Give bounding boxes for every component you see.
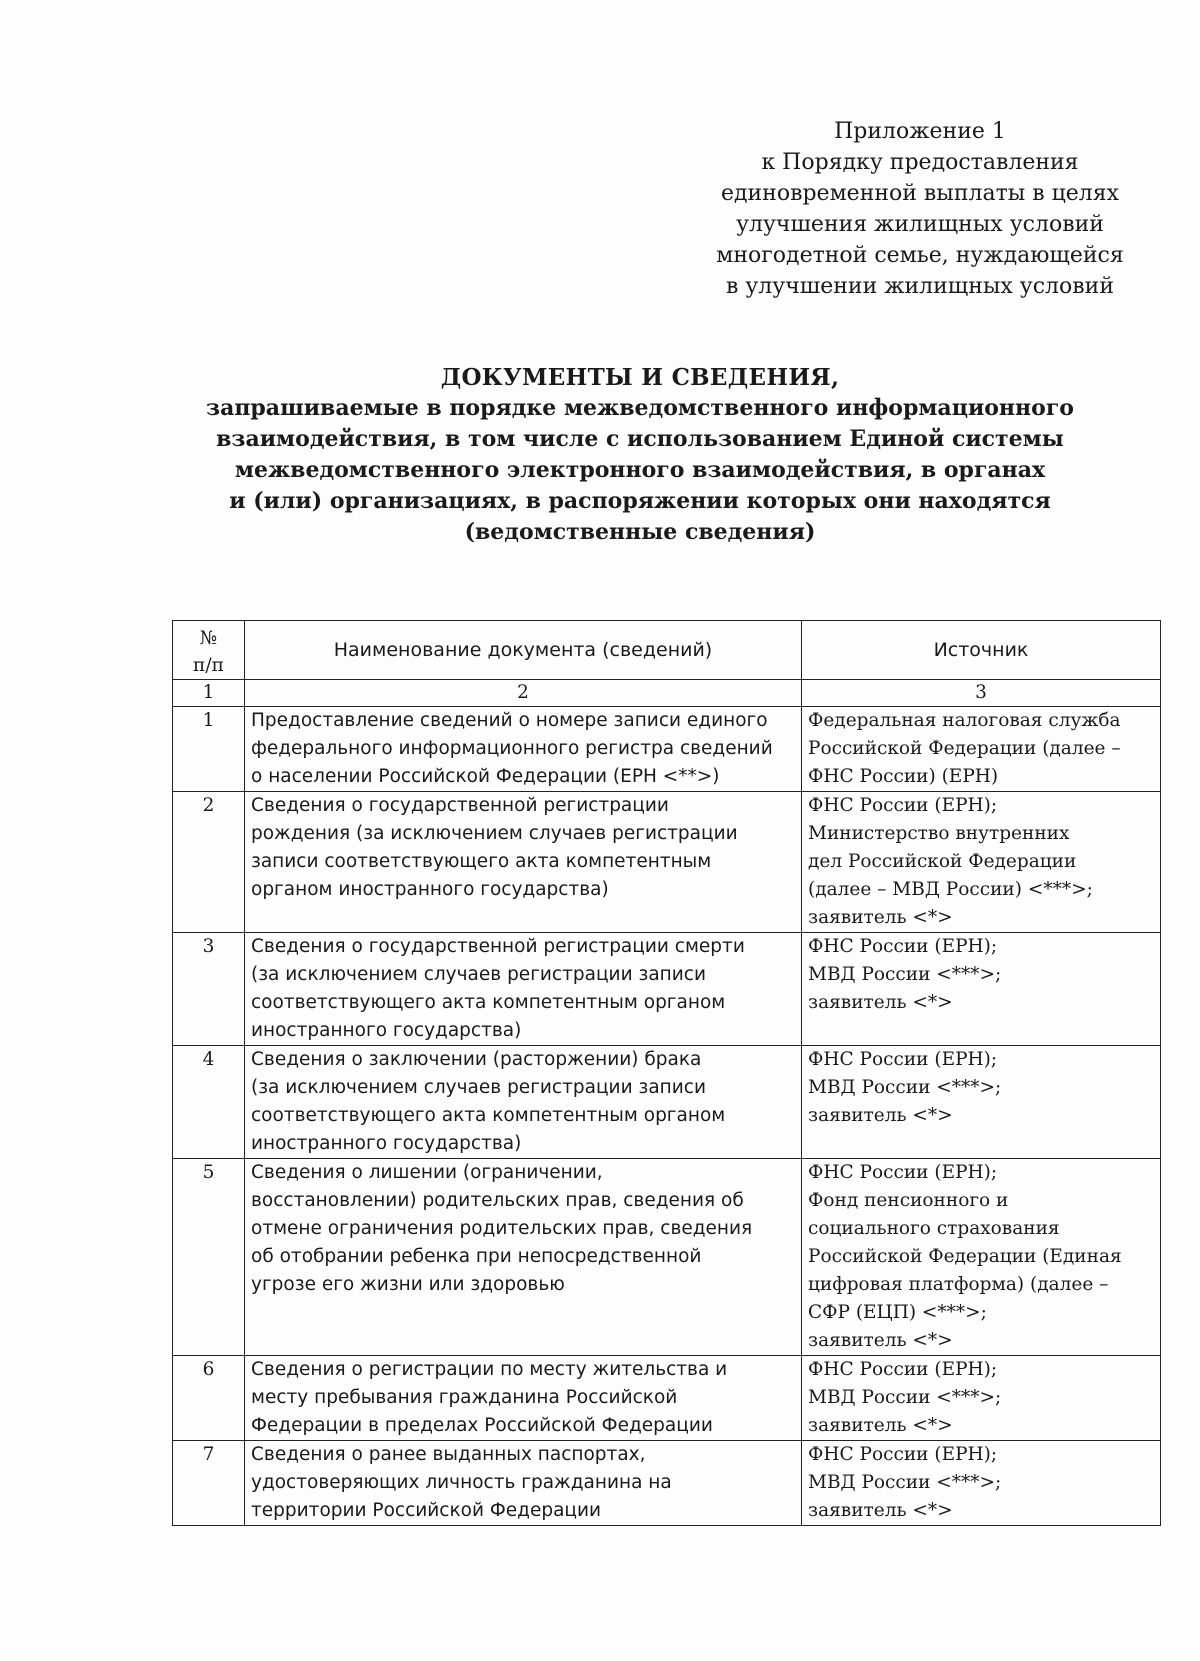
appendix-line: Приложение 1 bbox=[834, 119, 1006, 144]
column-index-cell: 1 bbox=[173, 680, 245, 707]
source-cell bbox=[802, 933, 1161, 1046]
document-name-line: Сведения о заключении (расторжении) брака bbox=[251, 1049, 702, 1070]
document-name-line: Сведения о государственной регистрации смерти bbox=[251, 936, 745, 957]
source-line: ФНС России (ЕРН); bbox=[808, 1162, 998, 1183]
title-subline: межведомственного электронного взаимодействия, в органах bbox=[234, 457, 1046, 483]
row-number: 4 bbox=[173, 1046, 245, 1159]
document-name-line: территории Российской Федерации bbox=[251, 1500, 602, 1521]
source-cell bbox=[802, 1441, 1161, 1526]
source-line: ФНС России (ЕРН); bbox=[808, 1049, 998, 1070]
appendix-line: в улучшении жилищных условий bbox=[725, 274, 1114, 299]
table-row bbox=[173, 1356, 1161, 1441]
source-line: Министерство внутренних bbox=[808, 823, 1070, 844]
document-name-line: Сведения о регистрации по месту жительства и bbox=[251, 1359, 728, 1380]
source-line: Российской Федерации (Единая bbox=[808, 1246, 1122, 1267]
row-number: 1 bbox=[173, 707, 245, 792]
document-name-cell bbox=[245, 792, 802, 933]
row-number: 7 bbox=[173, 1441, 245, 1526]
document-name-line: органом иностранного государства) bbox=[251, 879, 609, 900]
source-line: заявитель <*> bbox=[808, 1330, 953, 1351]
source-line: МВД России <***>; bbox=[808, 1472, 1002, 1493]
source-line: ФНС России (ЕРН); bbox=[808, 1359, 998, 1380]
source-line: заявитель <*> bbox=[808, 907, 953, 928]
source-line: заявитель <*> bbox=[808, 1500, 953, 1521]
title-subline: взаимодействия, в том числе с использованием Единой системы bbox=[216, 426, 1064, 452]
source-line: заявитель <*> bbox=[808, 1105, 953, 1126]
table-row bbox=[173, 792, 1161, 933]
document-name-line: (за исключением случаев регистрации записи bbox=[251, 1077, 706, 1098]
source-line: ФНС России) (ЕРН) bbox=[808, 766, 999, 787]
document-name-line: удостоверяющих личность гражданина на bbox=[251, 1472, 672, 1493]
header-source: Источник bbox=[802, 621, 1161, 680]
source-cell bbox=[802, 1356, 1161, 1441]
source-line: Российской Федерации (далее – bbox=[808, 738, 1121, 759]
header-document-name: Наименование документа (сведений) bbox=[245, 621, 802, 680]
table-row bbox=[173, 933, 1161, 1046]
document-name-line: о населении Российской Федерации (ЕРН <**>) bbox=[251, 766, 720, 787]
document-name-line: соответствующего акта компетентным органом bbox=[251, 992, 726, 1013]
source-cell bbox=[802, 707, 1161, 792]
document-name-line: рождения (за исключением случаев регистрации bbox=[251, 823, 738, 844]
table-row bbox=[173, 707, 1161, 792]
source-line: цифровая платформа) (далее – bbox=[808, 1274, 1109, 1295]
source-line: МВД России <***>; bbox=[808, 964, 1002, 985]
document-name-line: федерального информационного регистра сведений bbox=[251, 738, 773, 759]
documents-table bbox=[172, 620, 1161, 1526]
appendix-line: единовременной выплаты в целях bbox=[720, 181, 1120, 206]
header-number bbox=[173, 621, 245, 680]
source-line: Федеральная налоговая служба bbox=[808, 710, 1121, 731]
document-name-line: Сведения о ранее выданных паспортах, bbox=[251, 1444, 646, 1465]
row-number: 2 bbox=[173, 792, 245, 933]
document-name-line: Сведения о государственной регистрации bbox=[251, 795, 669, 816]
document-name-cell bbox=[245, 1159, 802, 1356]
title-subline: запрашиваемые в порядке межведомственного информационного bbox=[206, 395, 1074, 421]
document-name-line: восстановлении) родительских прав, сведения об bbox=[251, 1190, 744, 1211]
source-cell bbox=[802, 792, 1161, 933]
source-line: СФР (ЕЦП) <***>; bbox=[808, 1302, 987, 1323]
document-name-line: отмене ограничения родительских прав, сведения bbox=[251, 1218, 753, 1239]
document-name-line: Предоставление сведений о номере записи единого bbox=[251, 710, 768, 731]
header-number-symbol: № bbox=[199, 628, 218, 649]
source-line: заявитель <*> bbox=[808, 992, 953, 1013]
document-name-cell bbox=[245, 933, 802, 1046]
row-number: 6 bbox=[173, 1356, 245, 1441]
table-row bbox=[173, 1159, 1161, 1356]
appendix-line: многодетной семье, нуждающейся bbox=[716, 243, 1124, 268]
document-name-line: угрозе его жизни или здоровью bbox=[251, 1274, 565, 1295]
source-line: ФНС России (ЕРН); bbox=[808, 1444, 998, 1465]
appendix-note bbox=[700, 116, 1140, 302]
source-line: заявитель <*> bbox=[808, 1415, 953, 1436]
document-name-line: записи соответствующего акта компетентным bbox=[251, 851, 712, 872]
table-row bbox=[173, 1441, 1161, 1526]
row-number: 3 bbox=[173, 933, 245, 1046]
document-name-cell bbox=[245, 1046, 802, 1159]
row-number: 5 bbox=[173, 1159, 245, 1356]
source-line: МВД России <***>; bbox=[808, 1077, 1002, 1098]
table-header-row bbox=[173, 621, 1161, 680]
title-subline: (ведомственные сведения) bbox=[464, 519, 816, 545]
source-line: ФНС России (ЕРН); bbox=[808, 936, 998, 957]
document-name-line: иностранного государства) bbox=[251, 1133, 522, 1154]
document-name-cell bbox=[245, 707, 802, 792]
source-line: (далее – МВД России) <***>; bbox=[808, 879, 1093, 900]
source-line: МВД России <***>; bbox=[808, 1387, 1002, 1408]
document-name-line: об отобрании ребенка при непосредственной bbox=[251, 1246, 702, 1267]
appendix-line: улучшения жилищных условий bbox=[736, 212, 1104, 237]
header-number-abbrev: п/п bbox=[193, 655, 224, 676]
document-title bbox=[200, 362, 1080, 548]
document-name-cell bbox=[245, 1441, 802, 1526]
document-name-line: Сведения о лишении (ограничении, bbox=[251, 1162, 603, 1183]
source-line: Фонд пенсионного и bbox=[808, 1190, 1009, 1211]
source-line: социального страхования bbox=[808, 1218, 1060, 1239]
document-name-line: Федерации в пределах Российской Федерации bbox=[251, 1415, 713, 1436]
source-line: ФНС России (ЕРН); bbox=[808, 795, 998, 816]
document-name-line: соответствующего акта компетентным органом bbox=[251, 1105, 726, 1126]
table-body bbox=[173, 707, 1161, 1526]
title-subline: и (или) организациях, в распоряжении которых они находятся bbox=[229, 488, 1051, 514]
document-name-line: месту пребывания гражданина Российской bbox=[251, 1387, 678, 1408]
document-name-line: иностранного государства) bbox=[251, 1020, 522, 1041]
document-name-line: (за исключением случаев регистрации записи bbox=[251, 964, 706, 985]
title-main: ДОКУМЕНТЫ И СВЕДЕНИЯ, bbox=[440, 364, 840, 391]
column-index-cell: 2 bbox=[245, 680, 802, 707]
column-index-row bbox=[173, 680, 1161, 707]
appendix-line: к Порядку предоставления bbox=[761, 150, 1079, 175]
source-cell bbox=[802, 1159, 1161, 1356]
column-index-cell: 3 bbox=[802, 680, 1161, 707]
source-line: дел Российской Федерации bbox=[808, 851, 1077, 872]
source-cell bbox=[802, 1046, 1161, 1159]
table-row bbox=[173, 1046, 1161, 1159]
document-name-cell bbox=[245, 1356, 802, 1441]
